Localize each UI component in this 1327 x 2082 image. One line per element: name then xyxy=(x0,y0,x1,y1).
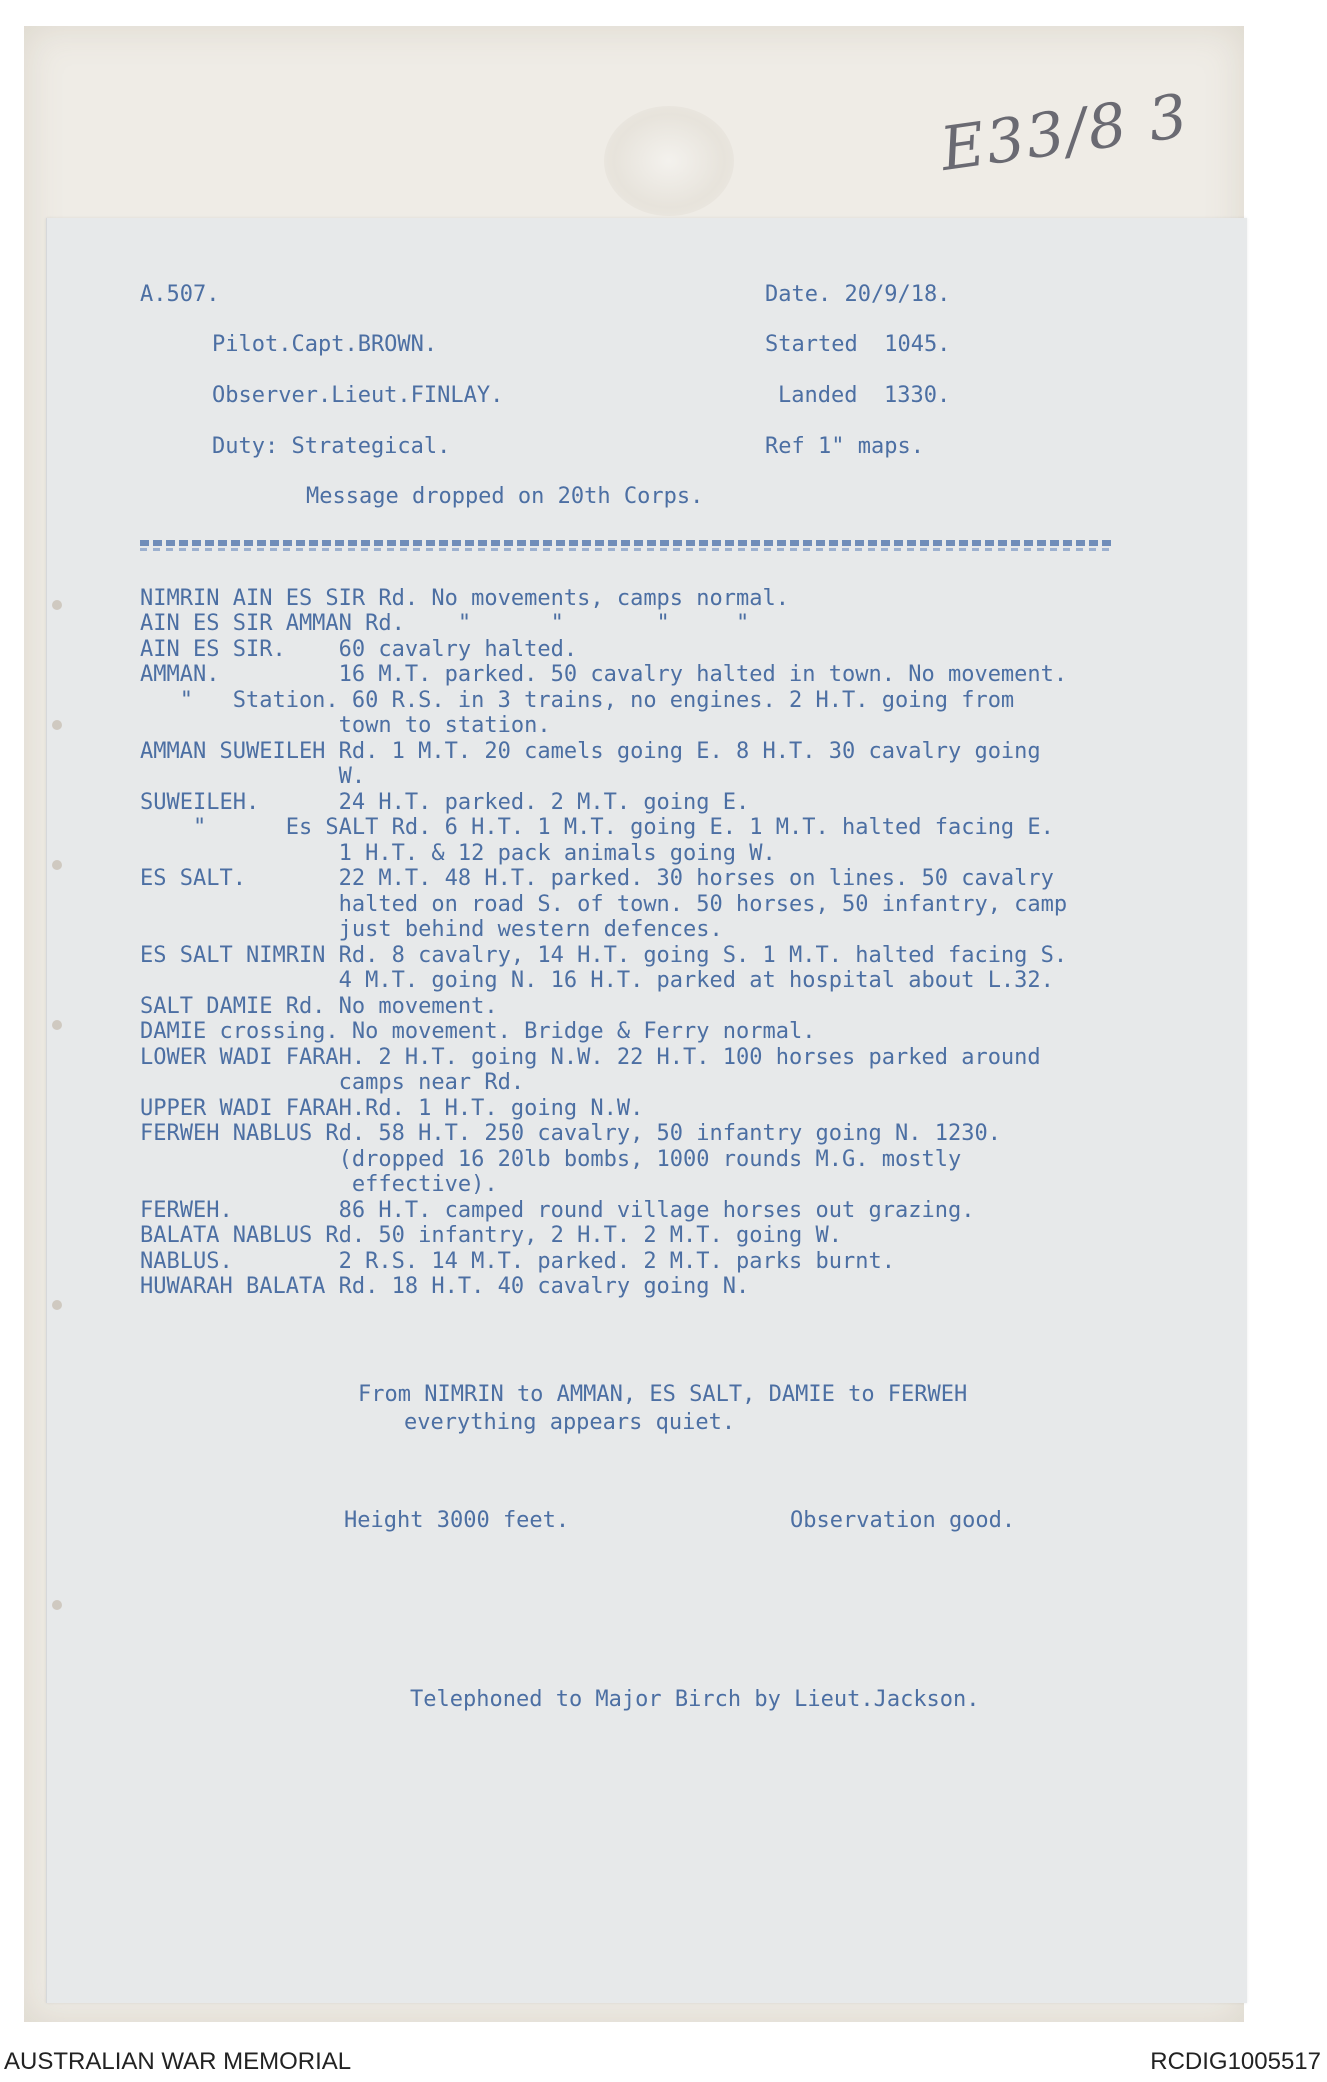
report-line: just behind western defences. xyxy=(140,917,723,942)
height-note: Height 3000 feet. xyxy=(344,1508,570,1533)
separator-rule-double xyxy=(140,548,1115,551)
telephoned-note: Telephoned to Major Birch by Lieut.Jackson. xyxy=(410,1687,980,1712)
report-line: UPPER WADI FARAH.Rd. 1 H.T. going N.W. xyxy=(140,1096,644,1121)
footer-bar xyxy=(0,2044,1327,2082)
report-line: LOWER WADI FARAH. 2 H.T. going N.W. 22 H.T. 100 horses parked around xyxy=(140,1045,1041,1070)
observation-note: Observation good. xyxy=(790,1508,1016,1533)
report-line: FERWEH NABLUS Rd. 58 H.T. 250 cavalry, 50 infantry going N. 1230. xyxy=(140,1121,1001,1146)
report-line: " Es SALT Rd. 6 H.T. 1 M.T. going E. 1 M.T. halted facing E. xyxy=(140,815,1054,840)
report-line: AMMAN SUWEILEH Rd. 1 M.T. 20 camels going E. 8 H.T. 30 cavalry going xyxy=(140,739,1041,764)
separator-rule xyxy=(140,540,1115,546)
report-line: town to station. xyxy=(140,713,551,738)
report-line: SALT DAMIE Rd. No movement. xyxy=(140,994,498,1019)
footer-institution: AUSTRALIAN WAR MEMORIAL xyxy=(4,2048,352,2075)
report-line: " Station. 60 R.S. in 3 trains, no engines. 2 H.T. going from xyxy=(140,688,1015,713)
report-line: ES SALT. 22 M.T. 48 H.T. parked. 30 horses on lines. 50 cavalry xyxy=(140,866,1054,891)
report-ref: A.507. xyxy=(140,282,220,307)
report-line: halted on road S. of town. 50 horses, 50 infantry, camp xyxy=(140,892,1068,917)
report-line: NABLUS. 2 R.S. 14 M.T. parked. 2 M.T. parks burnt. xyxy=(140,1249,895,1274)
summary-line-2: everything appears quiet. xyxy=(404,1410,736,1435)
report-line: AIN ES SIR AMMAN Rd. " " " " xyxy=(140,611,750,636)
message-dropped: Message dropped on 20th Corps. xyxy=(306,484,704,509)
report-line: AMMAN. 16 M.T. parked. 50 cavalry halted in town. No movement. xyxy=(140,662,1068,687)
report-date: Date. 20/9/18. xyxy=(765,282,951,307)
landed-time: Landed 1330. xyxy=(778,383,951,408)
report-line: (dropped 16 20lb bombs, 1000 rounds M.G. mostly xyxy=(140,1147,962,1172)
report-line: effective). xyxy=(140,1172,498,1197)
pilot: Pilot.Capt.BROWN. xyxy=(212,332,438,357)
report-line: camps near Rd. xyxy=(140,1070,525,1095)
report-line: BALATA NABLUS Rd. 50 infantry, 2 H.T. 2 M.T. going W. xyxy=(140,1223,842,1248)
report-line: 4 M.T. going N. 16 H.T. parked at hospital about L.32. xyxy=(140,968,1054,993)
footer-record-id: RCDIG1005517 xyxy=(1150,2048,1321,2075)
report-line: AIN ES SIR. 60 cavalry halted. xyxy=(140,637,578,662)
report-line: SUWEILEH. 24 H.T. parked. 2 M.T. going E. xyxy=(140,790,750,815)
map-reference: Ref 1" maps. xyxy=(765,434,924,459)
summary-line-1: From NIMRIN to AMMAN, ES SALT, DAMIE to FERWEH xyxy=(358,1382,968,1407)
observer: Observer.Lieut.FINLAY. xyxy=(212,383,504,408)
archive-annotation: E33/8 3 xyxy=(936,80,1194,186)
report-line: ES SALT NIMRIN Rd. 8 cavalry, 14 H.T. going S. 1 M.T. halted facing S. xyxy=(140,943,1068,968)
report-line: NIMRIN AIN ES SIR Rd. No movements, camps normal. xyxy=(140,586,790,611)
started-time: Started 1045. xyxy=(765,332,951,357)
report-line: HUWARAH BALATA Rd. 18 H.T. 40 cavalry going N. xyxy=(140,1274,750,1299)
duty: Duty: Strategical. xyxy=(212,434,451,459)
report-line: W. xyxy=(140,764,366,789)
report-line: FERWEH. 86 H.T. camped round village horses out grazing. xyxy=(140,1198,975,1223)
report-line: DAMIE crossing. No movement. Bridge & Ferry normal. xyxy=(140,1019,816,1044)
report-line: 1 H.T. & 12 pack animals going W. xyxy=(140,841,776,866)
